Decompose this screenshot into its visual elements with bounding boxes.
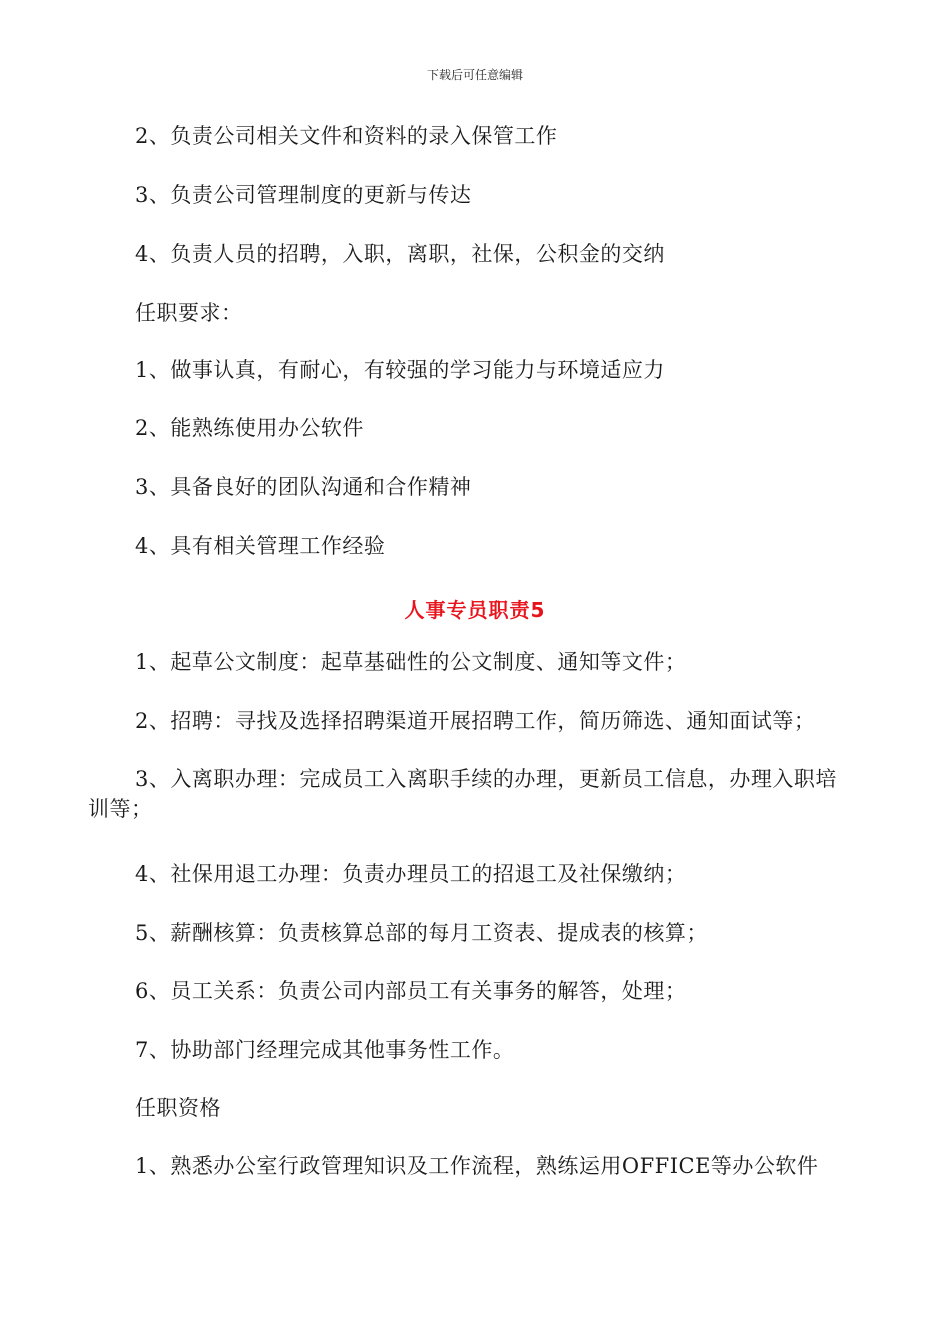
requirements-heading: 任职要求： bbox=[135, 301, 243, 325]
paragraph-item-7: 7、协助部门经理完成其他事务性工作。 bbox=[135, 1038, 515, 1062]
qualifications-heading: 任职资格 bbox=[135, 1096, 221, 1120]
paragraph-requirement-3: 3、具备良好的团队沟通和合作精神 bbox=[135, 475, 472, 499]
paragraph-item-4: 4、社保用退工办理：负责办理员工的招退工及社保缴纳； bbox=[135, 862, 687, 886]
paragraph-requirement-2: 2、能熟练使用办公软件 bbox=[135, 416, 364, 440]
paragraph-item-6: 6、员工关系：负责公司内部员工有关事务的解答，处理； bbox=[135, 979, 687, 1003]
paragraph-requirement-4: 4、具有相关管理工作经验 bbox=[135, 534, 386, 558]
paragraph-item-2: 2、招聘：寻找及选择招聘渠道开展招聘工作，简历筛选、通知面试等； bbox=[135, 709, 816, 733]
header-note: 下载后可任意编辑 bbox=[426, 68, 523, 82]
paragraph-item-3-line-2: 训等； bbox=[88, 797, 153, 821]
paragraph-duty-4: 4、负责人员的招聘，入职，离职，社保，公积金的交纳 bbox=[135, 242, 665, 266]
paragraph-item-3 bbox=[88, 767, 865, 821]
paragraph-item-1: 1、起草公文制度：起草基础性的公文制度、通知等文件； bbox=[135, 650, 687, 674]
paragraph-requirement-1: 1、做事认真，有耐心，有较强的学习能力与环境适应力 bbox=[135, 358, 665, 382]
section-title: 人事专员职责5 bbox=[404, 598, 546, 622]
paragraph-item-3-line-1: 3、入离职办理：完成员工入离职手续的办理，更新员工信息，办理入职培 bbox=[135, 767, 837, 791]
paragraph-item-5: 5、薪酬核算：负责核算总部的每月工资表、提成表的核算； bbox=[135, 921, 708, 945]
paragraph-duty-2: 2、负责公司相关文件和资料的录入保管工作 bbox=[135, 124, 558, 148]
paragraph-qualification-1: 1、熟悉办公室行政管理知识及工作流程，熟练运用OFFICE等办公软件 bbox=[135, 1154, 819, 1178]
paragraph-duty-3: 3、负责公司管理制度的更新与传达 bbox=[135, 183, 472, 207]
